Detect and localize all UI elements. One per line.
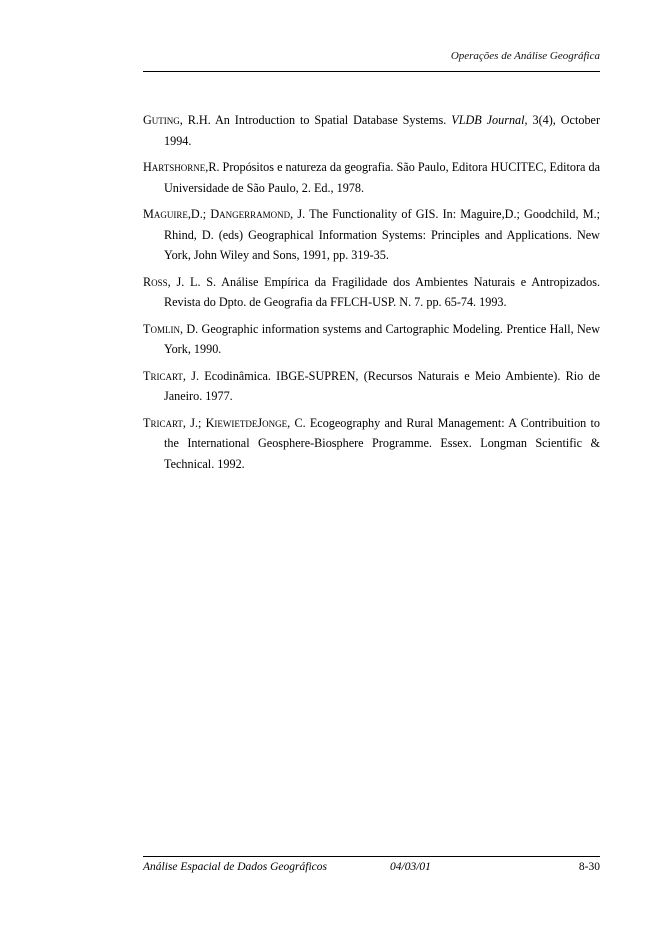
reference-author: Tomlin — [143, 321, 180, 336]
reference-separator: , J.; — [182, 415, 206, 430]
reference-text: , D. Geographic information systems and Cartographic Modeling. Prentice Hall, New York, 1990. — [164, 321, 600, 356]
reference-list — [143, 110, 600, 480]
reference-text: ,R. Propósitos e natureza da geografia. São Paulo, Editora HUCITEC, Editora da Universidade de São Paulo, 2. Ed., 1978. — [164, 160, 600, 195]
reference-item — [143, 204, 600, 266]
reference-journal: VLDB Journal — [451, 113, 525, 127]
reference-tail: , 3(4), October 1994. — [164, 113, 601, 148]
footer-date: 04/03/01 — [390, 861, 431, 873]
running-header-title: Operações de Análise Geográfica — [450, 50, 600, 62]
reference-item — [143, 319, 600, 360]
reference-author: Tricart — [143, 368, 183, 383]
footer-book-title: Análise Espacial de Dados Geográficos — [143, 861, 327, 873]
reference-item — [143, 272, 600, 313]
reference-text: , J. The Functionality of GIS. In: Maguire,D.; Goodchild, M.; Rhind, D. (eds) Geographical Information Systems: Principles and Applications. New York, John Wiley and Sons, 1991, pp. 319-35. — [164, 207, 601, 262]
footer-bar — [143, 861, 600, 877]
footer-divider — [143, 856, 600, 857]
reference-author: Ross — [143, 274, 168, 289]
reference-text: , C. Ecogeography and Rural Management: A Contribuition to the International Geosphere-Biosphere Programme. Essex. Longman Scientific & Technical. 1992. — [164, 415, 600, 471]
reference-item — [143, 110, 600, 151]
reference-coauthor: Dangerramond — [210, 207, 291, 221]
reference-item — [143, 413, 600, 475]
reference-text: , J. Ecodinâmica. IBGE-SUPREN, (Recursos Naturais e Meio Ambiente). Rio de Janeiro. 1977. — [164, 368, 600, 403]
reference-separator: ,D.; — [187, 207, 211, 221]
reference-author: Tricart — [143, 415, 183, 430]
header-divider — [143, 71, 600, 72]
reference-text: , J. L. S. Análise Empírica da Fragilidade dos Ambientes Naturais e Antropizados. Revista do Dpto. de Geografia da FFLCH-USP. N. 7. pp. 65-74. 1993. — [164, 274, 600, 309]
reference-item — [143, 366, 600, 407]
reference-author: Hartshorne — [143, 160, 206, 174]
reference-author: Maguire — [143, 207, 188, 221]
reference-author: Guting — [143, 113, 180, 127]
page-number: 8-30 — [578, 861, 600, 873]
reference-item — [143, 157, 600, 198]
reference-coauthor: KiewietdeJonge — [205, 415, 288, 430]
reference-text: , R.H. An Introduction to Spatial Database Systems. — [179, 113, 452, 127]
